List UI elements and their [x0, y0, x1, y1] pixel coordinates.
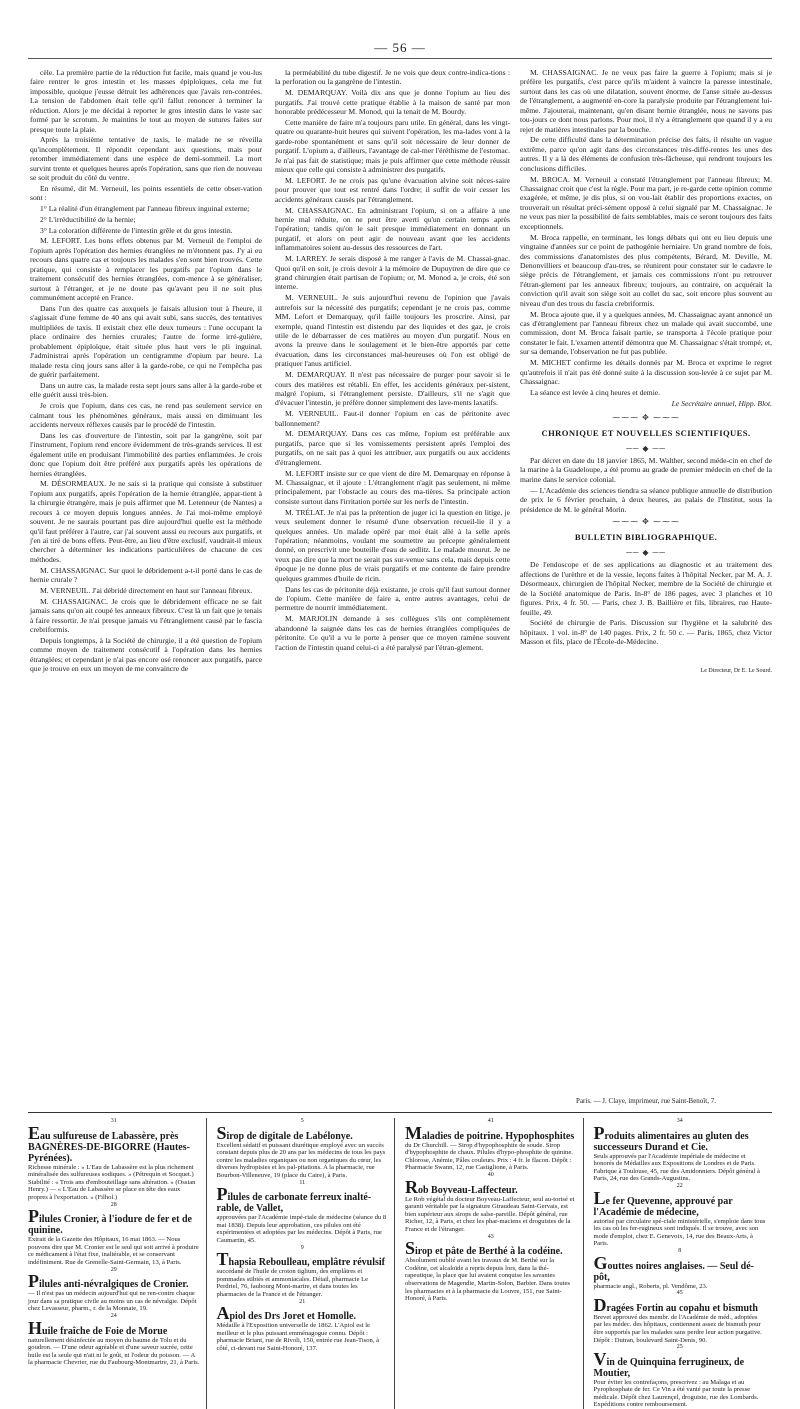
- ornament-divider: ⁓⁓⁓ ✥ ⁓⁓⁓: [612, 517, 680, 527]
- advertisement: [217, 1180, 389, 1245]
- ad-title: Pilules de carbonate ferreux inalté-rable, de Vallet,: [216, 1184, 372, 1215]
- paragraph: M. LEFORT. Je ne crois pas qu'une évacuation alvine soit néces-saire pour prouver que tout est rentré dans l'ordre; il suffit de voir cesser les accidents généraux causés par l'étranglement.: [275, 175, 510, 204]
- paragraph: 1° La réalité d'un étranglement par l'anneau fibreux inguinal externe;: [40, 204, 250, 214]
- ad-title: Rob Boyveau-Laffecteur.: [405, 1176, 518, 1197]
- advertisement: [28, 1313, 200, 1367]
- ad-body: succédané de l'huile de croton tiglium, des emplâtres et pommades stibiés et ammoniacales. Détail, pharmacie Le Perdriel, 76, faubourg Mont-martre, et dans toutes les pharmacies de la France et de l'étranger.: [216, 1268, 369, 1298]
- ads-column-1: [28, 1118, 207, 1409]
- paragraph: De l'endoscope et de ses applications au diagnostic et au traitement des affections de l'urèthre et de la vessie, leçons faites à l'hôpital Necker, par M. A. J. Désormeaux, chirurgien de l'hôpital Necker, membre de la Société de chirurgie et de la Société anatomique de Paris. In-8° de 186 pages, avec 3 planches et 10 figures. Prix, 4 fr. 50. — Paris, chez J. B. Baillière et fils, libraires, rue Haute-feuille, 49.: [520, 560, 772, 617]
- advertisement: [405, 1172, 577, 1234]
- advertisement: [594, 1118, 767, 1183]
- ad-title: Sirop de digitale de Labélonye.: [216, 1122, 353, 1143]
- paragraph: Dans un autre cas, la malade resta sept jours sans aller à la garde-robe et elle guérit aussi très-bien.: [30, 380, 262, 400]
- paragraph: M. CHASSAIGNAC. Sur quoi le débridement a-t-il porté dans le cas de hernie crurale ?: [30, 565, 262, 585]
- ad-number: 28: [110, 1201, 117, 1208]
- advertisements: [28, 1118, 772, 1409]
- ad-title: Gouttes noires anglaises. — Seul dé-pôt,: [593, 1252, 755, 1283]
- advertisement: [594, 1183, 767, 1248]
- paragraph: M. BROCA. M. Verneuil a constaté l'étranglement par l'anneau fibreux; M. Chassaignac croit que c'est la règle. Pour ma part, je re-garde cette opinion comme exagérée, et même, je dis plus, si on vou-lait établir des proportions exactes, on trouverait un résultat préci-sément opposé à celui signalé par M. Chassaignac. Je ne veux pas nier la possibilité de faits semblables, mais ce seront toujours des faits exceptionnels.: [520, 174, 772, 231]
- ads-column-3: [405, 1118, 584, 1409]
- advertisement: [28, 1118, 200, 1202]
- ad-body: approuvées par l'Académie impé-riale de médecine (séance du 8 mai 1838). Depuis leur approbation, ces pilules ont été expérimentées et adoptées par les médecins. Dépôt à Paris, rue Caumartin, 45.: [216, 1214, 387, 1244]
- paragraph: M. VERNEUIL. Faut-il donner l'opium en cas de péritonite avec ballonnement?: [275, 409, 510, 428]
- paragraph: M. LARREY. Je serais disposé à me ranger à l'avis de M. Chassai-gnac. Quoi qu'il en soit, je crois devoir à la mémoire de Dupuytren de dire que ce grand chirurgien était partisan de l'opium; or, M. Monod a, je crois, été son interne.: [275, 254, 510, 292]
- paragraph: M. Broca ajoute que, il y a quelques années, M. Chassaignac ayant annoncé un cas d'étranglement par l'anneau fibreux chez un malade qui avait succombé, une commission, dont M. Broca faisait partie, se transporta à l'école pratique pour constater le fait. L'examen attentif démontra que M. Chassaignac s'était trompé, et, sur sa demande, l'observation ne fut pas publiée.: [520, 309, 772, 357]
- paragraph: la perméabilité du tube digestif. Je ne vois que deux contre-indica-tions : la perforation ou la gangrène de l'intestin.: [275, 68, 510, 87]
- paragraph: Je crois que l'opium, dans ces cas, ne rend pas seulement service en calmant tous les phénomènes généraux, mais aussi en diminuant les accidents nerveux réflexes causés par le procédé de l'intestin.: [30, 401, 262, 429]
- ad-number: 41: [487, 1118, 494, 1124]
- paragraph: M. TRÉLAT. Je n'ai pas la prétention de juger ici la question en litige, je veux seulement donner le résumé d'une observation recueil-lie il y a quelques années. Un malade opéré par moi était allé à la selle après l'opération; néanmoins, voulant me soumettre au précepte généralement donné, on prescrivit une bouteille d'eau de sedlitz. Le malade mourut. Je ne veux pas dire que la mort ne serait pas sur-venue sans cela, mais depuis cette époque je ne donne plus de vrais purgatifs et me contente de faire prendre quelques grammes d'huile de ricin.: [275, 507, 510, 583]
- director-signature: Le Directeur, Dr E. Le Sourd.: [700, 667, 772, 674]
- paragraph: M. Broca rappelle, en terminant, les longs débats qui ont eu lieu depuis une vingtaine d'années sur ce point de pathogénie herniaire. Un grand nombre de fois, des commissions d'anatomistes des plus compétents, Bérard, M. Deville, M. Denonvilliers et beaucoup d'au-tres, se réunirent pour constater sur le cadavre le siège précis de l'étranglement, et jamais ces commissions n'ont pu retrouver l'étran-glement par les anneaux fibreux; toujours, au contraire, on acquérait la conviction qu'il avait son siège soit au collet du sac, soit encore plus souvent au niveau d'un des trous du fascia crebriformis.: [520, 232, 772, 308]
- ad-title: Huile fraîche de Foie de Morue: [28, 1317, 168, 1338]
- ad-title: Dragées Fortin au copahu et bismuth: [593, 1294, 758, 1315]
- paragraph: Dans les cas d'ouverture de l'intestin, soit par la gangrène, soit par l'instrument, l'opium rend encore évidemment de très-grands services. Il est également utile en produisant l'immobilité des parties enflammées. Je crois donc que l'opium doit être préféré aux purgatifs après les opérations de hernies étranglées.: [30, 430, 262, 478]
- ad-body: Richesse minérale : « L'Eau de Labassère est la plus richement minéralisée des sulfureuses sodiques. » (Pétrequin et Socquet.) Stabilité : « Trois ans d'embouteillage sans altération. » (Ossian Henry.) — « L'Eau de Labassère se place en tête des eaux propres à l'exportation. » (Filhol.): [28, 1163, 196, 1201]
- paragraph: M. VERNEUIL. Je suis aujourd'hui revenu de l'opinion que j'avais autrefois sur la nécessité des purgatifs; cependant je ne crois pas, comme MM. Lefort et Demarquay, qu'il faille toujours les proscrire. Ainsi, par exemple, quand l'intestin est distendu par des liquides et des gaz, je crois utile de le débarrasser de ces matières au moyen d'un purgatif. Nous en avons la preuve dans le soulagement et le bien-être apportés par cette évacuation, dans les circonstances mal-heureuses où l'on est obligé de pratiquer l'anus artificiel.: [275, 293, 510, 369]
- paragraph: M. CHASSAIGNAC. Je ne veux pas faire la guerre à l'opium; mais si je préfère les purgatifs, c'est parce qu'ils m'aident à vaincre la paresse intestinale, surtout dans les cas où une dilatation, souvent énorme, de l'anse située au-dessus de l'étranglement, a augmenté en-core la paralysie produite par l'étranglement lui-même. J'ajouterai, maintenant, qu'en disant hernie étranglée, nous ne savons pas tou-jours ce dont nous parlons. Pour moi, il n'y a étranglement que quand il y a eu rejet de matières intestinales par la bouche.: [520, 68, 772, 134]
- ad-body: Brevet approuvé des membr. de l'Académie de méd., adoptées par les médec. des hôpitaux, contiennent assez de bismuth pour être supportés par les malades sans perdre leur action purgative. Dépôt : Dutran, boulevard Saint-Denis, 90.: [593, 1313, 762, 1344]
- paragraph: La séance est levée à cinq heures et demie.: [530, 387, 661, 397]
- page-number: — 56 —: [374, 40, 426, 55]
- ornament-divider: ── ◆ ──: [626, 443, 666, 453]
- ad-body: Seuls approuvés par l'Académie impériale de médecine et honorés de Médailles aux Expositions de Londres et de Paris. Fabrique à Toulouse, 45, rue des Amidonniers. Dépôt général à Paris, 24, rue des Grands-Augustins.: [593, 1152, 760, 1183]
- ad-body: Excellent sédatif et puissant diurétique employé avec un succès constant depuis plus de 20 ans par les médecins de tous les pays contre les maladies organiques ou non organiques du cœur, les diverses hydropisies et les pal-pitations. A la pharmacie, rue Bourbon-Villeneuve, 19 (place du Caire), à Paris.: [216, 1141, 386, 1179]
- ad-body: Absolument oublié avant les travaux de M. Berthé sur la Codéine, cet alcaloïde a repris depuis lors, dans la thé-rapeutique, la place que lui avaient conquise les savantes observations de Magendie, Martin-Solon, Barbier. Dans toutes les pharmacies et à la pharmacie du Louvre, 151, rue Saint-Honoré, à Paris.: [405, 1257, 570, 1303]
- ad-number: 45: [676, 1290, 683, 1297]
- advertisement: [217, 1299, 389, 1353]
- ad-number: 40: [487, 1171, 494, 1178]
- ad-number: 22: [676, 1182, 683, 1189]
- paragraph: Cette manière de faire m'a toujours paru utile. En général, dans les vingt-quatre ou quarante-huit heures qui suivent l'opération, les ma-lades vont à la garde-robe spontanément et sans qu'il soit nécessaire de leur donner de purgatif. L'opium a, d'ailleurs, l'avantage de cal-mer l'éréthisme de l'estomac. Je n'ai pas fait de statistique; mais je puis affirmer que cette méthode réussit mieux que celle qui consiste à administrer des purgatifs.: [275, 117, 510, 175]
- ornament-divider: ⁓⁓⁓ ✥ ⁓⁓⁓: [612, 412, 680, 422]
- ad-number: 34: [676, 1118, 683, 1124]
- ad-title: Maladies de poitrine. Hypophosphites: [405, 1122, 575, 1143]
- ad-title: Produits alimentaires au gluten des successeurs Durand et Cie.: [593, 1122, 749, 1153]
- paragraph: M. DÉSORMEAUX. Je ne sais si la pratique qui consiste à substituer l'opium aux purgatifs, après l'opération de la hernie étranglée, appar-tient à la chirurgie étrangère, mais je puis affirmer que M. Letenneur (de Nantes) a recours à ce moyen depuis longues années. Je l'ai moi-même employé souvent. Je ne saurais pourtant pas dire aujourd'hui quelle est la méthode qu'il faut préférer à l'autre, car j'ai souvent aussi eu recours aux purgatifs, et j'en ai tiré de bons effets. Peut-être, au lieu d'être exclusif, vaudrait-il mieux chercher à déterminer les indications particulières de chacune de ces méthodes.: [30, 479, 262, 564]
- ad-body: naturellement désinfectée au moyen du baume de Tolu et du goudron. — D'une odeur agréable et d'une saveur sucrée, cette huile est la seule qui n'ait ni le goût, ni l'odeur du poisson. — A la pharmacie Chevrier, rue du Faubourg-Montmartre, 21, à Paris.: [28, 1336, 200, 1367]
- paragraph: M. DEMARQUAY. Il n'est pas nécessaire de purger pour savoir si le cours des matières est rétabli. En effet, les accidents généraux per-sistent, malgré l'opium, si l'étranglement persiste. D'ailleurs, s'il ne s'agit que d'évacuer l'intestin, je préfère donner simplement des lave-ments laxatifs.: [275, 370, 510, 408]
- ad-number: 31: [110, 1118, 117, 1124]
- ad-title: Sirop et pâte de Berthé à la codéine.: [405, 1238, 563, 1259]
- paragraph: M. CHASSAIGNAC. Je crois que le débridement efficace ne se fait jamais sans qu'on ait coupé les anneaux fibreux. C'est là un fait que je tenais à faire ressortir. Je n'ai presque jamais vu l'étranglement causé par le fascia crebriformis.: [30, 596, 262, 634]
- ad-body: Le Rob végétal du docteur Boyveau-Laffecteur, seul au-torisé et garanti véritable par la signature Giraudeau Saint-Gervais, est bien supérieur aux sirops de salse-pareille. Dépôt général, rue Richer, 12, à Paris, et chez les phar-maciens et droguistes de la France et de l'étranger.: [405, 1195, 575, 1233]
- section-heading-bulletin: BULLETIN BIBLIOGRAPHIQUE.: [574, 532, 718, 543]
- ad-body: du Dr Churchill. — Sirop d'hypophosphite de soude. Sirop d'hypophosphite de chaux. Pilules d'hypo-phosphite de quinine. Chlorose, Anémie, Pâles couleurs. Prix : 4 fr. le flacon. Dépôt : Pharmacie Swann, 12, rue Castiglione, à Paris.: [405, 1141, 573, 1172]
- discussion-end: [520, 68, 772, 397]
- bulletin-text: [520, 560, 772, 646]
- paragraph: M. VERNEUIL. J'ai débridé directement en haut sur l'anneau fibreux.: [40, 585, 253, 595]
- ad-title: Eau sulfureuse de Labassère, près BAGNÈRES-DE-BIGORRE (Hautes-Pyrénées).: [28, 1122, 190, 1164]
- text-column-3: [520, 68, 772, 1100]
- advertisement: [405, 1118, 577, 1172]
- ad-body: Médaille à l'Exposition universelle de 1862. L'Apiol est le meilleur et le plus puissant emménagogue connu. Dépôt : pharmacie Briant, rue de Rivoli, 150, entrée rue Jean-Tison, à côté, ci-devant rue Saint-Honoré, 137.: [216, 1322, 380, 1352]
- paragraph: Dans les cas de péritonite déjà existante, je crois qu'il faut surtout donner de l'opium. Cette manière de faire a, entre autres avantages, celui de permettre de nourrir immédiatement.: [275, 584, 510, 613]
- ad-title: Apiol des Drs Joret et Homolle.: [216, 1303, 356, 1324]
- chronique-text: [520, 456, 772, 514]
- text-column-2: [275, 68, 510, 1100]
- paragraph: M. CHASSAIGNAC. En administrant l'opium, si on a affaire à une hernie mal réduite, on ne peut être averti qu'un certain temps après l'opération; tandis qu'on le sait presque immédiatement en donnant un purgatif, et alors on peut agir de nouveau avant que les accidents inflammatoires soient au-dessus des ressources de l'art.: [275, 205, 510, 253]
- paragraph: Après la troisième tentative de taxis, le malade ne se réveilla qu'incomplètement. Il répondit cependant aux questions, mais pour retomber immédiatement dans une espèce de demi-sommeil. La mort survint trente et quelques heures après l'opération, sans que rien de nouveau se soit produit du côté du ventre.: [30, 135, 262, 183]
- ads-column-4: [594, 1118, 773, 1409]
- advertisement: [217, 1118, 389, 1180]
- paragraph: En résumé, dit M. Verneuil, les points essentiels de cette obser-vation sont :: [30, 184, 262, 203]
- ad-title: Thapsia Reboulleau, emplâtre révulsif: [216, 1249, 385, 1270]
- printer-imprint: Paris. — J. Claye, imprimeur, rue Saint-Benoît, 7.: [576, 1097, 716, 1105]
- ad-title: Le fer Quevenne, approuvé par l'Académie de médecine,: [593, 1187, 733, 1218]
- ad-title: Vin de Quinquina ferrugineux, de Moutier,: [593, 1348, 745, 1379]
- paragraph: M. DEMARQUAY. Dans ces cas même, l'opium est préférable aux purgatifs, parce que si les vomissements persistent après l'emploi des purgatifs, on ne sait pas à quoi les attribuer, aux purgatifs ou aux accidents d'étranglement.: [275, 429, 510, 467]
- ad-body: — Il n'est pas un médecin aujourd'hui qui ne ren-contre chaque jour dans sa pratique civile au moins un cas de névralgie. Dépôt chez Levasseur, pharm., r. de la Monnaie, 19.: [28, 1290, 197, 1313]
- paragraph: M. LEFORT. Les bons effets obtenus par M. Verneuil de l'emploi de l'opium après l'opération des hernies étranglées ne m'étonnent pas. J'y ai eu recours dans quatre cas et toujours les malades s'en sont bien trouvés. Cette pratique, qui consiste à remplacer les purgatifs par l'opium dans le traitement consécutif des hernies étranglées, com-mence à se généraliser, surtout à l'étranger, et je ne doute pas qu'avant peu il ne soit plus communément accepté en France.: [30, 236, 262, 303]
- advertisement: [405, 1234, 577, 1303]
- ad-body: Extrait de la Gazette des Hôpitaux, 16 mai 1863. — Nous pouvons dire que M. Cronier est le seul qui soit arrivé à produire ce médicament à l'état fixe, inaltérable, et se conservant indéfiniment. Rue de Grenelle-Saint-Germain, 13, à Paris.: [28, 1236, 199, 1266]
- advertisement: [594, 1344, 767, 1409]
- ad-number: 21: [299, 1298, 306, 1305]
- ad-number: 11: [299, 1179, 306, 1186]
- ads-rule: [28, 1112, 772, 1113]
- advertisement: [217, 1245, 389, 1299]
- paragraph: M. MICHET confirme les détails donnés par M. Broca et exprime le regret qu'autrefois il n'ait pas été donné suite à la discussion sou-levée à ce sujet par M. Chassaignac.: [520, 358, 772, 386]
- advertisement: [28, 1202, 200, 1267]
- ad-number: 9: [300, 1244, 304, 1251]
- paragraph: M. LEFORT insiste sur ce que vient de dire M. Demarquay en réponse à M. Chassaignac, et il ajoute : L'étranglement n'agit pas seulement, ni même principalement, par l'obstacle au cours des ma-tières. Sa principale action consiste surtout dans l'irritation portée sur les nerfs de l'intestin.: [275, 468, 510, 506]
- ornament-divider: ── ◆ ──: [626, 547, 666, 557]
- section-heading-chronique: CHRONIQUE ET NOUVELLES SCIENTIFIQUES.: [541, 428, 751, 439]
- advertisement: [594, 1290, 767, 1344]
- paragraph: Dans l'un des quatre cas auxquels je faisais allusion tout à l'heure, il s'agissait d'une femme de 40 ans qui avait subi, sans succès, des tentatives multipliées de taxis. Il existait chez elle deux tumeurs : l'une occupant la place ordinaire des hernies crurales; l'autre de forme irré-gulière, probablement épiploïque, était située plus haut vers le pli inguinal. J'administrai après l'opération un centigramme d'opium par heure. La malade resta cinq jours sans aller à la garde-robe, ce qui ne l'empêcha pas de guérir parfaitement.: [30, 303, 262, 380]
- paragraph: 2° L'irréductibilité de la hernie;: [40, 214, 136, 224]
- ad-number: 29: [110, 1266, 117, 1273]
- paragraph: 3° La coloration différente de l'intestin grêle et du gros intestin.: [40, 225, 233, 235]
- header-rule: [28, 58, 772, 59]
- advertisement: [594, 1248, 767, 1290]
- ad-number: 5: [300, 1118, 304, 1124]
- text-column-1: [30, 68, 262, 1100]
- ad-title: Pilules Cronier, à l'iodure de fer et de quinine.: [28, 1206, 192, 1237]
- paragraph: M. MARJOLIN demande à ses collègues s'ils ont complètement abandonné la saignée dans les cas de hernies étranglées compliquées de péritonite. Ce qu'il a vu le porte à penser que ce moyen ramène souvent l'action de l'intestin quand celui-ci a été paralysé par l'étran-glement.: [275, 614, 510, 652]
- ad-number: 8: [678, 1247, 682, 1254]
- ad-body: pharmacie angl., Roberts, pl. Vendôme, 23.: [593, 1282, 708, 1290]
- ad-title: Pilules anti-névralgiques de Cronier.: [28, 1271, 189, 1292]
- ads-column-2: [217, 1118, 396, 1409]
- paragraph: M. DEMARQUAY. Voilà dix ans que je donne l'opium au lieu des purgatifs. J'ai trouvé cette pratique établie à la maison de santé par mon honorable prédécesseur M. Monod, qui la tenait de M. Bourdy.: [275, 88, 510, 117]
- paragraph: — L'Académie des sciences tiendra sa séance publique annuelle de distribution de prix le 6 février prochain, à deux heures, au palais de l'Institut, sous la présidence de M. le général Morin.: [520, 485, 772, 514]
- advertisement: [28, 1267, 200, 1313]
- paragraph: cèle. La première partie de la réduction fut facile, mais quand je vou-lus faire rentrer le gros intestin et les masses épiploïques, cela me fut impossible, quoique j'eusse détruit les adhérences que j'avais ren-contrées. La tension de l'abdomen était telle qu'il fallut renoncer à terminer la réduction. Alors je me décidai à reporter le gros intestin dans le vaste sac formé par le scrotum. Je maintins le tout au moyen de sutures faites sur presque toute la plaie.: [30, 68, 262, 134]
- paragraph: De cette difficulté dans la détermination précise des faits, il résulte un vague extrême, parce qu'on agit dans des circonstances très-diffé-rentes les unes des autres. Il y a là des éléments de confusion très-fâcheuse, qui rendront toujours les conclusions difficiles.: [520, 135, 772, 173]
- ad-number: 25: [676, 1344, 683, 1351]
- secretary-signature: Le Secrétaire annuel, Hipp. Blot.: [671, 399, 772, 409]
- ad-body: autorisé par circulaire spé-ciale ministérielle, s'emploie dans tous les cas où les fer-rugineux sont indiqués. Il se trouve, avec son mode d'emploi, chez E. Genevoix, 14, rue des Beaux-Arts, à Paris.: [593, 1217, 766, 1248]
- paragraph: Par décret en date du 18 janvier 1865, M. Walther, second méde-cin en chef de la marine à la Guadeloupe, a été promu au grade de premier médecin en chef de la marine dans le service colonial.: [520, 456, 772, 484]
- paragraph: Depuis longtemps, à la Société de chirurgie, il a été question de l'opium comme moyen de traitement consécutif à l'opération dans les hernies étranglées; et cependant je n'ai pas encore osé renoncer aux purgatifs, parce que je trouve en eux un moyen de me convaincre de: [30, 635, 262, 674]
- ad-number: 24: [110, 1312, 117, 1319]
- paragraph: Société de chirurgie de Paris. Discussion sur l'hygiène et la salubrité des hôpitaux. 1 vol. in-8° de 140 pages. Prix, 2 fr. 50 c. — Paris, 1865, chez Victor Masson et fils, place de l'École-de-Médecine.: [520, 618, 772, 647]
- ad-number: 43: [487, 1233, 494, 1240]
- ad-body: Pour éviter les contrefaçons, prescrivez : au Malaga et au Pyrophosphate de fer. Ce Vin a été vanté par toute la presse médicale. Dépôt chez Laurençel, droguiste, rue des Lombards. Expéditions contre remboursement.: [593, 1378, 759, 1409]
